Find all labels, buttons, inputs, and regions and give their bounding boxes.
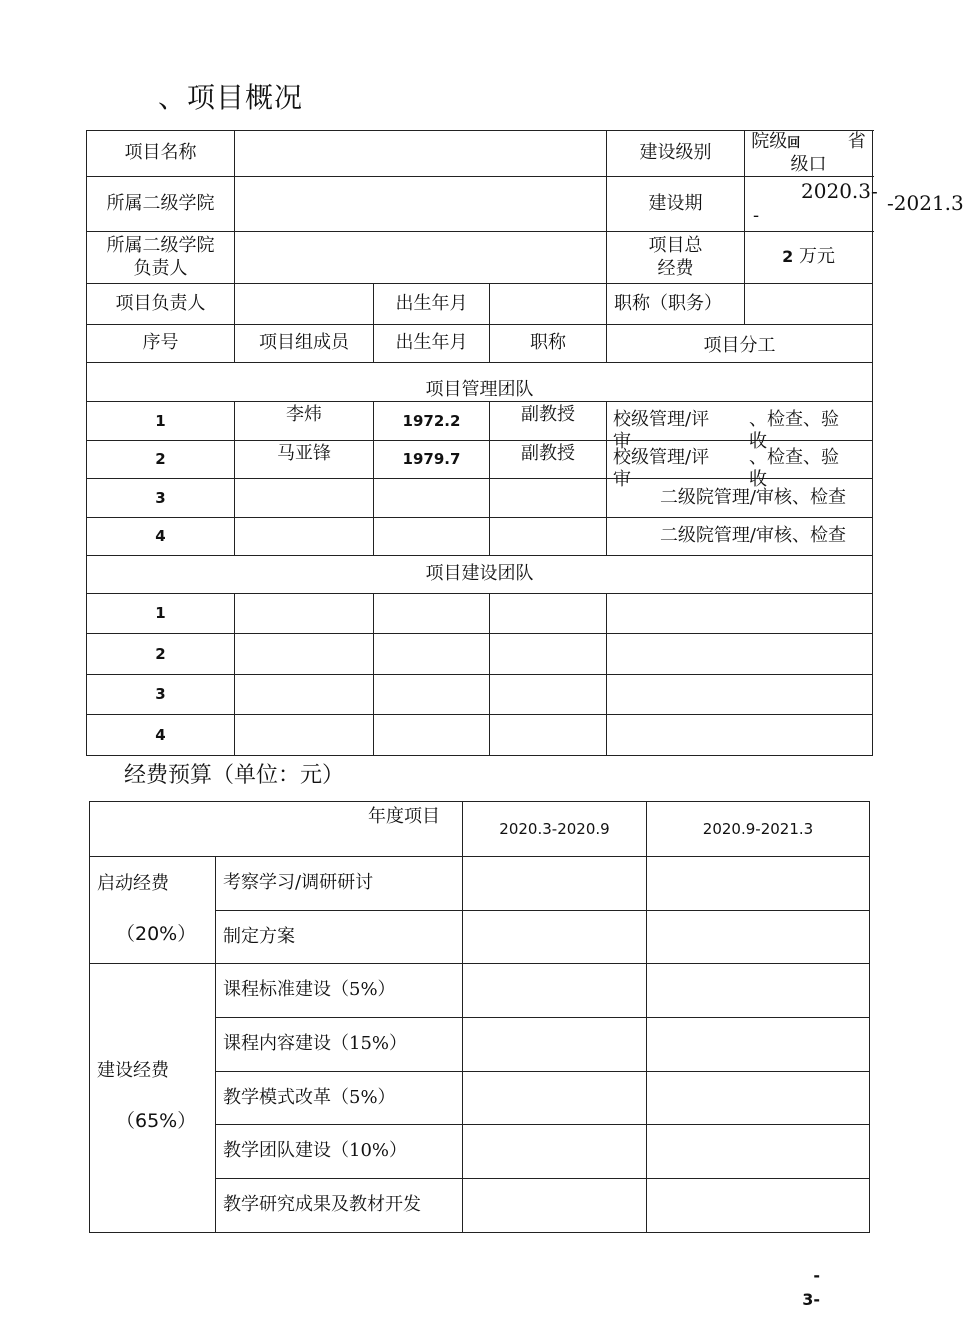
page-number: 3- — [802, 1290, 820, 1309]
section-title: 、项目概况 — [158, 81, 304, 114]
table-row — [87, 634, 873, 675]
mgmt-name[interactable]: 李炜 — [235, 402, 374, 441]
budget-table — [89, 801, 870, 1233]
budget-cell[interactable] — [463, 857, 647, 911]
level-province-checkbox[interactable]: 口 — [808, 153, 827, 175]
mgmt-title[interactable]: 副教授 — [490, 441, 607, 479]
budget-item: 制定方案 — [216, 911, 463, 964]
budget-cell[interactable] — [463, 1179, 647, 1233]
mgmt-duty[interactable]: 二级院管理/审核、检查 — [607, 518, 873, 556]
build-birth[interactable] — [374, 715, 490, 756]
build-fund-group: 建设经费 （65%） — [90, 964, 216, 1233]
build-duty[interactable] — [607, 634, 873, 675]
start-fund-group: 启动经费 （20%） — [90, 857, 216, 964]
page-number-dash: - — [813, 1266, 820, 1285]
build-name[interactable] — [235, 634, 374, 675]
build-name[interactable] — [235, 675, 374, 715]
table-row — [87, 715, 873, 756]
budget-cell[interactable] — [647, 1018, 870, 1072]
college-value[interactable] — [235, 177, 607, 232]
build-seq: 1 — [87, 594, 235, 634]
budget-period-2: 2020.9-2021.3 — [647, 802, 870, 857]
build-name[interactable] — [235, 594, 374, 634]
build-period-label: 建设期 — [607, 177, 745, 232]
period-dash: - — [753, 205, 760, 226]
mgmt-name[interactable]: 马亚锋 — [235, 441, 374, 479]
mgmt-duty[interactable]: 校级管理/评 、检查、验 审 收 — [607, 402, 873, 441]
mgmt-title[interactable] — [490, 518, 607, 556]
build-level-options — [745, 131, 873, 177]
project-name-value[interactable] — [235, 131, 607, 177]
budget-cell[interactable] — [463, 1018, 647, 1072]
budget-cell[interactable] — [647, 1125, 870, 1179]
mgmt-name[interactable] — [235, 518, 374, 556]
header-title: 职称 — [490, 325, 607, 363]
budget-cell[interactable] — [463, 911, 647, 964]
header-member: 项目组成员 — [235, 325, 374, 363]
header-seq: 序号 — [87, 325, 235, 363]
budget-item: 考察学习/调研研讨 — [216, 857, 463, 911]
project-name-label: 项目名称 — [87, 131, 235, 177]
mgmt-seq: 4 — [87, 518, 235, 556]
total-cost-label: 项目总 经费 — [607, 232, 745, 284]
budget-cell[interactable] — [647, 1072, 870, 1125]
mgmt-seq: 2 — [87, 441, 235, 479]
mgmt-name[interactable] — [235, 479, 374, 518]
build-duty[interactable] — [607, 675, 873, 715]
total-cost-value: 2 万元 — [745, 232, 873, 284]
build-seq: 4 — [87, 715, 235, 756]
header-birth: 出生年月 — [374, 325, 490, 363]
build-name[interactable] — [235, 715, 374, 756]
college-head-label: 所属二级学院 负责人 — [87, 232, 235, 284]
period-end: -2021.3 — [887, 191, 964, 215]
table-row — [87, 402, 873, 441]
header-division: 项目分工 — [607, 325, 873, 363]
management-team-heading: 项目管理团队 — [87, 363, 873, 402]
build-title[interactable] — [490, 715, 607, 756]
budget-cell[interactable] — [463, 1072, 647, 1125]
mgmt-seq: 3 — [87, 479, 235, 518]
leader-label: 项目负责人 — [87, 284, 235, 325]
budget-item: 教学模式改革（5%） — [216, 1072, 463, 1125]
budget-title: 经费预算（单位：元） — [124, 763, 345, 788]
budget-item: 教学团队建设（10%） — [216, 1125, 463, 1179]
leader-value[interactable] — [235, 284, 374, 325]
budget-cell[interactable] — [647, 857, 870, 911]
table-row — [87, 518, 873, 556]
leader-birth-value[interactable] — [490, 284, 607, 325]
leader-birth-label: 出生年月 — [374, 284, 490, 325]
build-birth[interactable] — [374, 675, 490, 715]
table-row — [87, 675, 873, 715]
build-level-label: 建设级别 — [607, 131, 745, 177]
mgmt-seq: 1 — [87, 402, 235, 441]
mgmt-birth[interactable] — [374, 518, 490, 556]
level-college-label: 院级 — [751, 131, 788, 152]
mgmt-duty[interactable]: 二级院管理/审核、检查 — [607, 479, 873, 518]
mgmt-birth[interactable]: 1979.7 — [374, 441, 490, 479]
build-title[interactable] — [490, 675, 607, 715]
mgmt-duty[interactable]: 校级管理/评 、检查、验 审 收 — [607, 441, 873, 479]
budget-header-label: 年度项目 — [90, 802, 463, 857]
build-duty[interactable] — [607, 715, 873, 756]
build-seq: 2 — [87, 634, 235, 675]
budget-cell[interactable] — [463, 964, 647, 1018]
level-college-checkbox[interactable]: 回 — [787, 136, 801, 151]
mgmt-title[interactable]: 副教授 — [490, 402, 607, 441]
build-seq: 3 — [87, 675, 235, 715]
level-province-label: 省级 — [790, 131, 866, 175]
budget-period-1: 2020.3-2020.9 — [463, 802, 647, 857]
mgmt-title[interactable] — [490, 479, 607, 518]
build-period-value — [745, 177, 964, 232]
budget-cell[interactable] — [647, 911, 870, 964]
table-row — [87, 441, 873, 479]
college-head-value[interactable] — [235, 232, 607, 284]
build-birth[interactable] — [374, 594, 490, 634]
build-team-heading: 项目建设团队 — [87, 556, 873, 594]
mgmt-birth[interactable] — [374, 479, 490, 518]
title-duty-value[interactable] — [745, 284, 873, 325]
college-label: 所属二级学院 — [87, 177, 235, 232]
budget-cell[interactable] — [463, 1125, 647, 1179]
budget-cell[interactable] — [647, 1179, 870, 1233]
budget-item: 课程内容建设（15%） — [216, 1018, 463, 1072]
budget-item: 教学研究成果及教材开发 — [216, 1179, 463, 1233]
build-title[interactable] — [490, 594, 607, 634]
project-overview-table — [86, 130, 964, 756]
build-title[interactable] — [490, 634, 607, 675]
build-duty[interactable] — [607, 594, 873, 634]
mgmt-birth[interactable]: 1972.2 — [374, 402, 490, 441]
table-row — [87, 594, 873, 634]
budget-item: 课程标准建设（5%） — [216, 964, 463, 1018]
budget-cell[interactable] — [647, 964, 870, 1018]
title-duty-label: 职称（职务） — [607, 284, 745, 325]
period-start: 2020.3- — [801, 179, 878, 203]
build-birth[interactable] — [374, 634, 490, 675]
